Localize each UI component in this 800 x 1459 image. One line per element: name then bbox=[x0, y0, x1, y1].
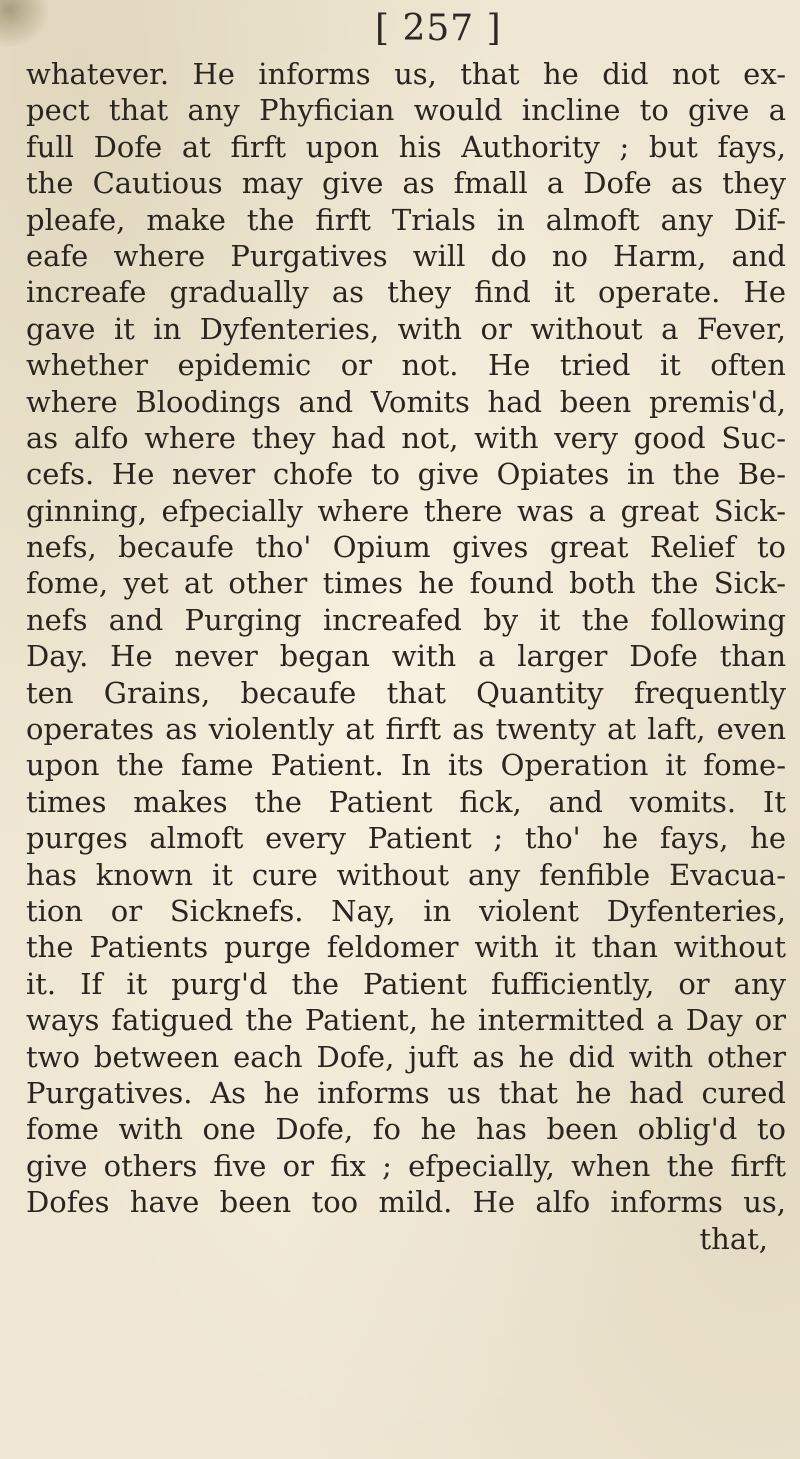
text-line: gave it in Dyfenteries, with or without a Fever, bbox=[26, 311, 786, 346]
text-line: eafe where Purgatives will do no Harm, and bbox=[26, 238, 786, 273]
text-line: it. If it purg'd the Patient fufficiently, or any bbox=[26, 966, 786, 1001]
text-line: operates as violently at firft as twenty at laft, even bbox=[26, 712, 786, 747]
text-line: nefs, becaufe tho' Opium gives great Relief to bbox=[26, 530, 786, 565]
text-line: purges almoft every Patient ; tho' he fays, he bbox=[26, 821, 786, 856]
text-line: increafe gradually as they find it operate. He bbox=[26, 275, 786, 310]
catchword: that, bbox=[699, 1221, 768, 1256]
text-line: the Cautious may give as fmall a Dofe as they bbox=[26, 166, 786, 201]
text-line: Dofes have been too mild. He alfo informs us, bbox=[26, 1185, 786, 1220]
text-line: fome, yet at other times he found both the Sick- bbox=[26, 566, 786, 601]
text-line: times makes the Patient fick, and vomits. It bbox=[26, 784, 786, 819]
text-line: where Bloodings and Vomits had been premis'd, bbox=[26, 384, 786, 419]
text-line: has known it cure without any fenfible Evacua- bbox=[26, 857, 786, 892]
text-line: full Dofe at firft upon his Authority ; but fays, bbox=[26, 129, 786, 164]
text-line: fome with one Dofe, fo he has been oblig'd to bbox=[26, 1112, 786, 1147]
body-text bbox=[26, 56, 786, 1257]
text-line: whatever. He informs us, that he did not ex- bbox=[26, 57, 786, 91]
text-line: ginning, efpecially where there was a great Sick- bbox=[26, 493, 786, 528]
text-line: give others five or fix ; efpecially, when the firft bbox=[26, 1148, 786, 1183]
text-line: ten Grains, becaufe that Quantity frequently bbox=[26, 675, 786, 710]
page-header bbox=[0, 0, 800, 62]
text-line: as alfo where they had not, with very good Suc- bbox=[26, 420, 786, 455]
text-line: pleafe, make the firft Trials in almoft any Dif- bbox=[26, 202, 786, 237]
text-line: two between each Dofe, juft as he did with other bbox=[26, 1039, 786, 1074]
text-line: pect that any Phyfician would incline to give a bbox=[26, 93, 786, 128]
text-line: Purgatives. As he informs us that he had cured bbox=[26, 1075, 786, 1110]
text-line: Day. He never began with a larger Dofe than bbox=[26, 639, 786, 674]
page-number: [ 257 ] bbox=[375, 8, 502, 49]
text-line: whether epidemic or not. He tried it often bbox=[26, 348, 786, 383]
text-line: cefs. He never chofe to give Opiates in the Be- bbox=[26, 457, 786, 492]
text-line: nefs and Purging increafed by it the following bbox=[26, 602, 786, 637]
text-line: the Patients purge feldomer with it than without bbox=[26, 930, 786, 965]
text-line: upon the fame Patient. In its Operation it fome- bbox=[26, 748, 786, 783]
text-line: tion or Sicknefs. Nay, in violent Dyfenteries, bbox=[26, 893, 786, 928]
text-line: ways fatigued the Patient, he intermitted a Day or bbox=[26, 1003, 786, 1038]
